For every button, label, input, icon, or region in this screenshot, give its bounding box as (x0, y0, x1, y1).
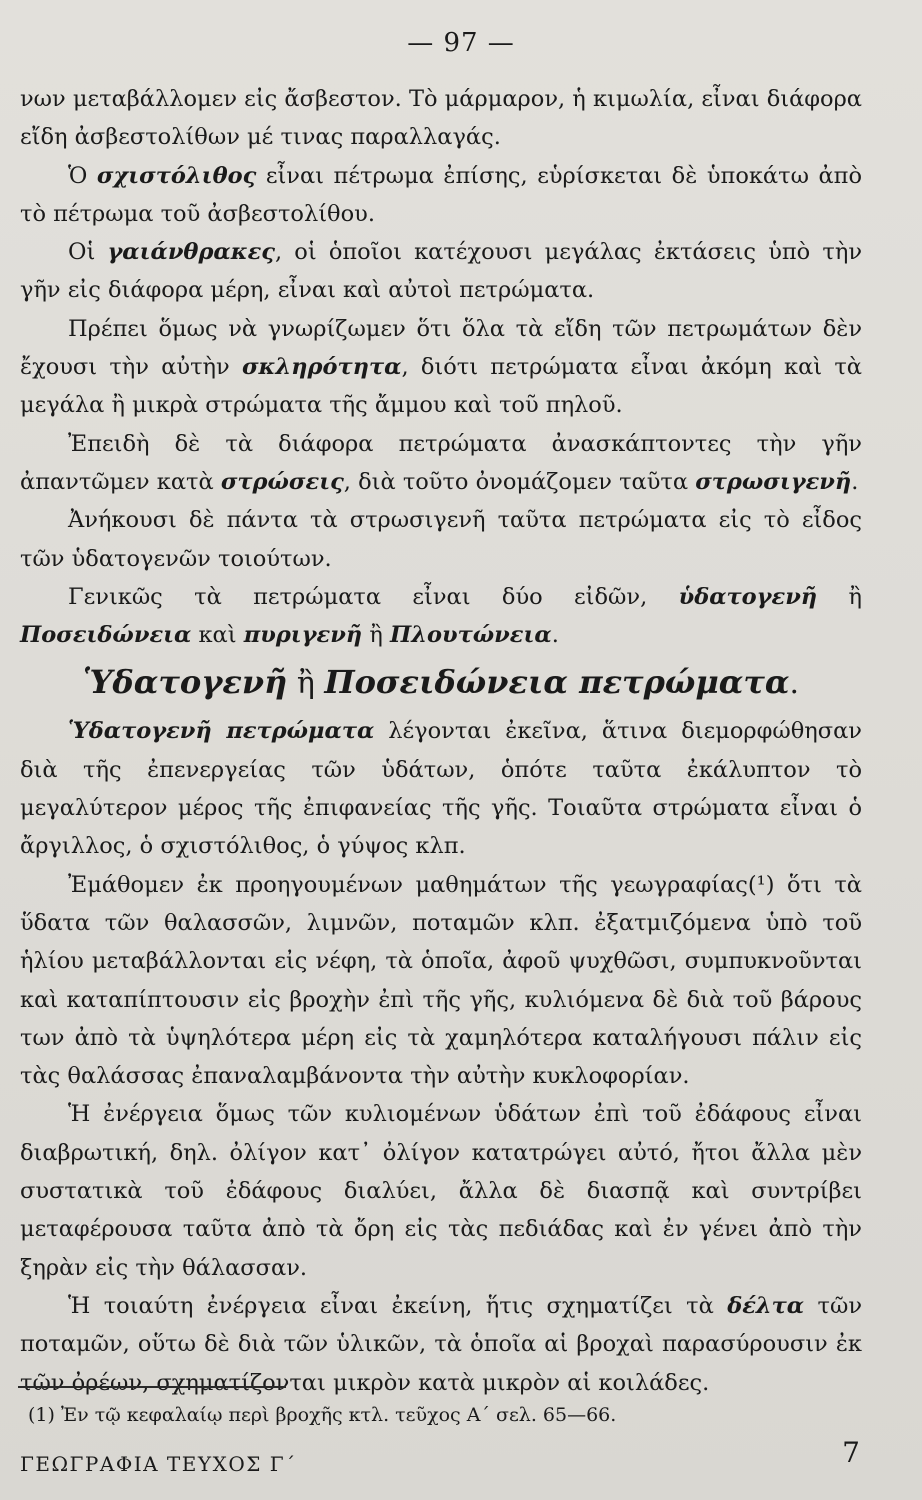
term-pyrigeni: πυριγενῆ (243, 622, 363, 649)
paragraph-8 (20, 712, 862, 865)
p7-mid3: ἢ (362, 622, 390, 649)
p5-mid: , διὰ τοῦτο ὀνομάζομεν ταῦτα (343, 468, 696, 495)
heading-term1: Ὑδατογενῆ (82, 663, 288, 702)
page-body (20, 80, 862, 1402)
paragraph-10 (20, 1095, 862, 1286)
page-number: — 97 — (407, 28, 515, 58)
p3-pre: Οἱ (68, 239, 108, 266)
paragraph-2 (20, 157, 862, 234)
heading-post: . (789, 666, 800, 702)
sheet-number: 7 (842, 1436, 860, 1469)
footnote: (1) Ἐν τῷ κεφαλαίῳ περὶ βροχῆς κτλ. τεῦχος Α΄ σελ. 65—66. (28, 1404, 617, 1426)
paragraph-1-text: νων μεταβάλλομεν εἰς ἄσβεστον. Τὸ μάρμαρον, ἡ κιμωλία, εἶναι διάφορα εἴδη ἀσβεστολίθων μέ τινας παραλλαγάς. (20, 86, 862, 151)
paragraph-5 (20, 425, 862, 502)
paragraph-10-text: Ἡ ἐνέργεια ὅμως τῶν κυλιομένων ὑδάτων ἐπὶ τοῦ ἐδάφους εἶναι διαβρωτική, δηλ. ὀλίγον κατ᾽ ὀλίγον κατατρώγει αὐτό, ἤτοι ἄλλα μὲν συστατικὰ τοῦ ἐδάφους διαλύει, ἄλλα δὲ διασπᾷ καὶ συντρίβει μεταφέρουσα ταῦτα ἀπὸ τὰ ὄρη εἰς τὰς πεδιάδας καὶ ἐν γένει ἀπὸ τὴν ξηρὰν εἰς τὴν θάλασσαν. (20, 1101, 862, 1281)
footnote-divider (18, 1386, 286, 1388)
term-stroseis: στρώσεις (220, 468, 344, 495)
p4-post: , διότι πετρώματα εἶναι ἀκόμη καὶ τὰ μεγάλα ἢ μικρὰ στρώματα τῆς ἄμμου καὶ τοῦ πηλοῦ. (20, 354, 862, 419)
term-delta: δέλτα (727, 1292, 805, 1319)
p7-post: . (551, 622, 559, 649)
p8-post: λέγονται ἐκεῖνα, ἅτινα διεμορφώθησαν διὰ τῆς ἐπενεργείας τῶν ὑδάτων, ὁπότε ταῦτα ἐκάλυπτον τὸ μεγαλύτερον μέρος τῆς ἐπιφανείας τῆς γῆς. Τοιαῦτα στρώματα εἶναι ὁ ἄργιλλος, ὁ σχιστόλιθος, ὁ γύψος κλπ. (20, 718, 862, 860)
heading-mid: ἢ (287, 666, 325, 702)
paragraph-6 (20, 501, 862, 578)
p3-post: , οἱ ὁποῖοι κατέχουσι μεγάλας ἐκτάσεις ὑπὸ τὴν γῆν εἰς διάφορα μέρη, εἶναι καὶ αὐτοὶ πετρώματα. (20, 239, 862, 304)
p11-post: τῶν ποταμῶν, οὕτω δὲ διὰ τῶν ὑλικῶν, τὰ ὁποῖα αἱ βροχαὶ παρασύρουσιν ἐκ τῶν ὀρέων, σχηματίζονται μικρὸν κατὰ μικρὸν αἱ κοιλάδες. (20, 1292, 862, 1396)
p5-post: . (851, 468, 859, 495)
term-poseidoneia: Ποσειδώνεια (20, 622, 192, 649)
p7-mid2: καὶ (191, 622, 244, 649)
paragraph-6-text: Ἀνήκουσι δὲ πάντα τὰ στρωσιγενῆ ταῦτα πετρώματα εἰς τὸ εἶδος τῶν ὑδατογενῶν τοιούτων. (20, 507, 862, 572)
printer-signature: ΓΕΩΓΡΑΦΙΑ ΤΕΥΧΟΣ Γ΄ (20, 1452, 297, 1476)
term-ydatogeni: ὑδατογενῆ (678, 583, 818, 610)
term-strosigeni: στρωσιγενῆ (695, 468, 852, 495)
heading-term2: Ποσειδώνεια πετρώματα (324, 663, 790, 702)
term-sklirotita: σκληρότητα (241, 354, 402, 381)
paragraph-7 (20, 578, 862, 655)
p9-pre: Ἐμάθομεν ἐκ προηγουμένων μαθημάτων τῆς γεωγραφίας (68, 871, 748, 898)
paragraph-1 (20, 80, 862, 157)
footnote-ref: (¹) (747, 871, 775, 898)
p4-pre: Πρέπει ὅμως νὰ γνωρίζωμεν ὅτι ὅλα τὰ εἴδη τῶν πετρωμάτων δὲν ἔχουσι τὴν αὐτὴν (20, 315, 862, 381)
p7-mid1: ἢ (817, 583, 862, 610)
paragraph-9 (20, 866, 862, 1096)
p2-pre: Ὁ (68, 162, 97, 189)
term-gaianthrakes: γαιάνθρακες (107, 239, 275, 266)
p9-post: ὅτι τὰ ὕδατα τῶν θαλασσῶν, λιμνῶν, ποταμῶν κλπ. ἐξατμιζόμενα ὑπὸ τοῦ ἡλίου μεταβάλλονται εἰς νέφη, τὰ ὁποῖα, ἀφοῦ ψυχθῶσι, συμπυκνοῦνται καὶ καταπίπτουσιν εἰς βροχὴν ἐπὶ τῆς γῆς, κυλιόμενα δὲ διὰ τοῦ βάρους των ἀπὸ τὰ ὑψηλότερα μέρη εἰς τὰ χαμηλότερα καταλήγουσι πάλιν εἰς τὰς θαλάσσας ἐπαναλαμβάνοντα τὴν αὐτὴν κυκλοφορίαν. (20, 871, 863, 1090)
p7-pre: Γενικῶς τὰ πετρώματα εἶναι δύο εἰδῶν, (68, 583, 679, 610)
paragraph-3 (20, 233, 862, 310)
paragraph-4 (20, 310, 862, 425)
p11-pre: Ἡ τοιαύτη ἐνέργεια εἶναι ἐκείνη, ἥτις σχηματίζει τὰ (68, 1292, 728, 1319)
term-schistolithos: σχιστόλιθος (96, 162, 257, 189)
section-heading (20, 656, 862, 710)
p2-post: εἶναι πέτρωμα ἐπίσης, εὑρίσκεται δὲ ὑποκάτω ἀπὸ τὸ πέτρωμα τοῦ ἀσβεστολίθου. (20, 162, 862, 227)
term-ydatogeni-petromata: Ὑδατογενῆ πετρώματα (68, 718, 375, 745)
p5-pre: Ἐπειδὴ δὲ τὰ διάφορα πετρώματα ἀνασκάπτοντες τὴν γῆν ἀπαντῶμεν κατὰ (20, 430, 862, 495)
term-ploutoneia: Πλουτώνεια (389, 622, 552, 649)
paragraph-11 (20, 1287, 862, 1402)
